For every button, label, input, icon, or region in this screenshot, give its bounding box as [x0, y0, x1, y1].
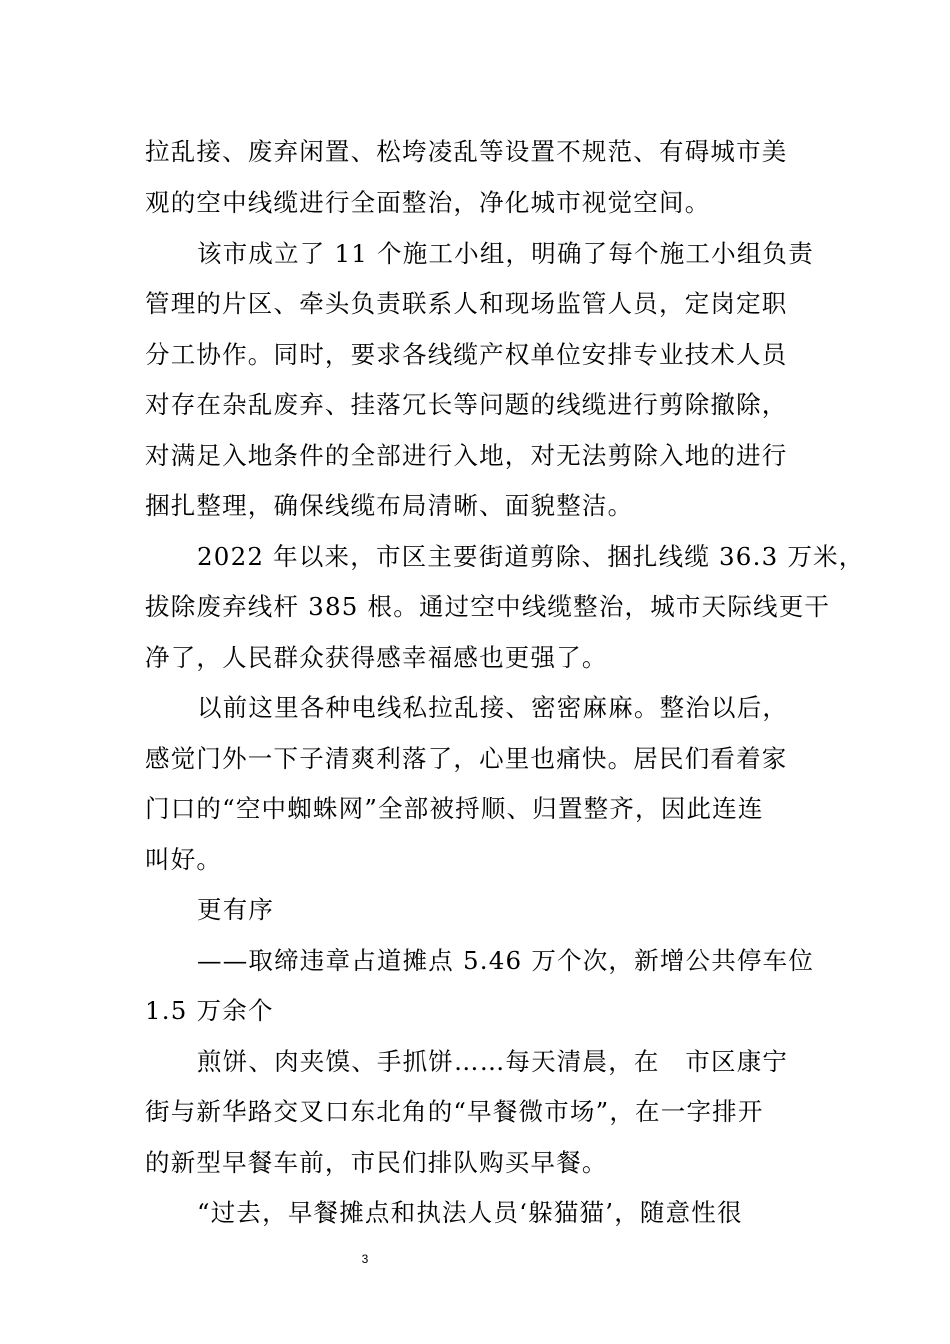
text-line: 拉乱接、废弃闲置、松垮凌乱等设置不规范、有碍城市美 — [145, 137, 788, 166]
text-line: 以前这里各种电线私拉乱接、密密麻麻。整治以后， — [197, 693, 789, 722]
text-line: 观的空中线缆进行全面整治，净化城市视觉空间。 — [145, 188, 711, 217]
text-line: 拔除废弃线杆 385 根。通过空中线缆整治，城市天际线更干 — [145, 592, 831, 621]
text-line: ——取缔违章占道摊点 5.46 万个次，新增公共停车位 — [197, 946, 815, 975]
text-line: 净了，人民群众获得感幸福感也更强了。 — [145, 643, 608, 672]
text-line: 煎饼、肉夹馍、手抓饼……每天清晨，在 市区康宁 — [197, 1047, 789, 1076]
text-line: 对存在杂乱废弃、挂落冗长等问题的线缆进行剪除撤除， — [145, 390, 788, 419]
text-line: 叫好。 — [145, 845, 223, 874]
text-line: 的新型早餐车前，市民们排队购买早餐。 — [145, 1148, 608, 1177]
text-line: 捆扎整理，确保线缆布局清晰、面貌整洁。 — [145, 491, 634, 520]
page-number: 3 — [361, 1252, 369, 1266]
text-line: 对满足入地条件的全部进行入地，对无法剪除入地的进行 — [145, 441, 788, 470]
text-line: 管理的片区、牵头负责联系人和现场监管人员，定岗定职 — [145, 289, 788, 318]
text-line: 该市成立了 11 个施工小组，明确了每个施工小组负责 — [197, 239, 814, 268]
section-heading: 更有序 — [197, 895, 275, 924]
text-line: 2022 年以来，市区主要街道剪除、捆扎线缆 36.3 万米， — [197, 542, 865, 571]
text-line: “过去，早餐摊点和执法人员‘躲猫猫’，随意性很 — [197, 1198, 743, 1227]
text-line: 感觉门外一下子清爽利落了，心里也痛快。居民们看着家 — [145, 744, 788, 773]
text-line: 街与新华路交叉口东北角的“早餐微市场”，在一字排开 — [145, 1097, 764, 1126]
text-line: 分工协作。同时，要求各线缆产权单位安排专业技术人员 — [145, 340, 788, 369]
text-line: 1.5 万余个 — [145, 996, 274, 1025]
text-line: 门口的“空中蜘蛛网”全部被捋顺、归置整齐，因此连连 — [145, 794, 764, 823]
